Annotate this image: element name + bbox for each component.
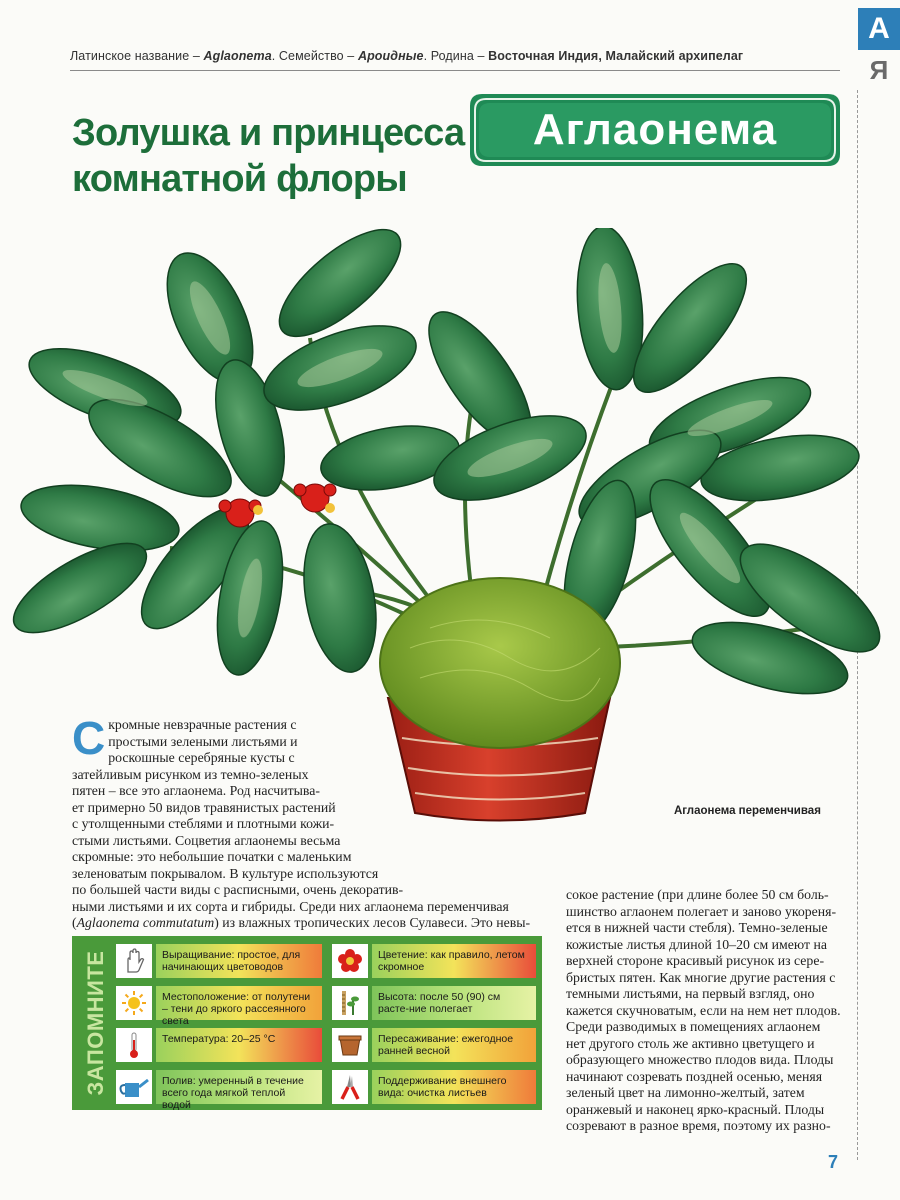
family-name: Ароидные (357, 49, 424, 63)
plant-name-banner (468, 92, 842, 168)
remember-item-height: Высота: после 50 (90) см расте-ние полегает (332, 986, 536, 1020)
photo-caption: Аглаонема переменчивая (674, 805, 821, 817)
hand-icon (116, 944, 152, 978)
banner-title: Аглаонема (532, 105, 778, 154)
pot-icon (332, 1028, 368, 1062)
flower-icon (332, 944, 368, 978)
remember-item-temperature: Температура: 20–25 °С (116, 1028, 322, 1062)
remember-item-growing: Выращивание: простое, для начинающих цветоводов (116, 944, 322, 978)
drop-cap: С (72, 712, 106, 764)
remember-item-watering: Полив: умеренный в течение всего года мягкой теплой водой (116, 1070, 322, 1104)
header-rule (70, 70, 840, 71)
red-fruits (219, 484, 336, 527)
remember-label: ЗАПОМНИТЕ (83, 950, 108, 1096)
remember-item-flowering: Цветение: как правило, летом скромное (332, 944, 536, 978)
running-header: Латинское название – Aglaonema. Семейство – Ароидные. Родина – Восточная Индия, Малайский архипелаг (70, 49, 744, 63)
thermometer-icon (116, 1028, 152, 1062)
watering-can-icon (116, 1070, 152, 1104)
remember-item-care: Поддерживание внешнего вида: очистка листьев (332, 1070, 536, 1104)
article-title: Золушка и принцесса комнатной флоры (72, 112, 465, 200)
height-icon (332, 986, 368, 1020)
page-number: 7 (828, 1152, 839, 1172)
alphabet-tab-active: А (858, 8, 900, 50)
remember-item-repotting: Пересаживание: ежегодное ранней весной (332, 1028, 536, 1062)
remember-box (72, 936, 542, 1110)
sun-icon (116, 986, 152, 1020)
remember-item-location: Местоположение: от полутени – тени до яркого рассеянного света (116, 986, 322, 1020)
alphabet-tab-next: Я (869, 55, 889, 85)
body-column-2: сокое растение (при длине более 50 см боль- шинство аглаонем полегает и заново укореня- ется в нижней части стебля). Темно-зеленые кожистые листья длиной 10–20 см имеют на верхней стороне красивый рисунок из сере- бристых пятен. Как многие другие растения с темными листьями, на первый взгляд, оно кажется скучноватым, если на нем нет плодов. Среди разводимых в помещениях аглаонем нет другого столь же активно цветущего и образующего множество плодов вида. Плоды начинают созревать поздней осенью, меняя зеленый цвет на лимонно-желтый, затем оранжевый и наконец ярко-красный. Плоды созревают в разное время, поэтому их разно- (566, 887, 841, 1133)
latin-name: Aglaonema (203, 49, 272, 63)
body-column-1: С кромные невзрачные растения с простыми зелеными листьями и роскошные серебряные кусты с затейливым рисунком из темно-зеленых пятен – все это аглаонема. Род насчитыва- ет примерно 50 видов травянистых растений с утолщенными стеблями и плотными кожи- стыми листьями. Соцветия аглаонемы весьма скромные: это небольшие початки с маленьким зеленоватым покрывалом. В культуре используются по большей части виды с расписными, очень декоратив- ными листьями и их сорта и гибриды. Среди них аглаонема переменчивая (Aglaonema commutatum) из влажных тропических лесов Сулавеси. Это невы- (72, 712, 531, 930)
pruner-icon (332, 1070, 368, 1104)
homeland: Восточная Индия, Малайский архипелаг (488, 49, 744, 63)
